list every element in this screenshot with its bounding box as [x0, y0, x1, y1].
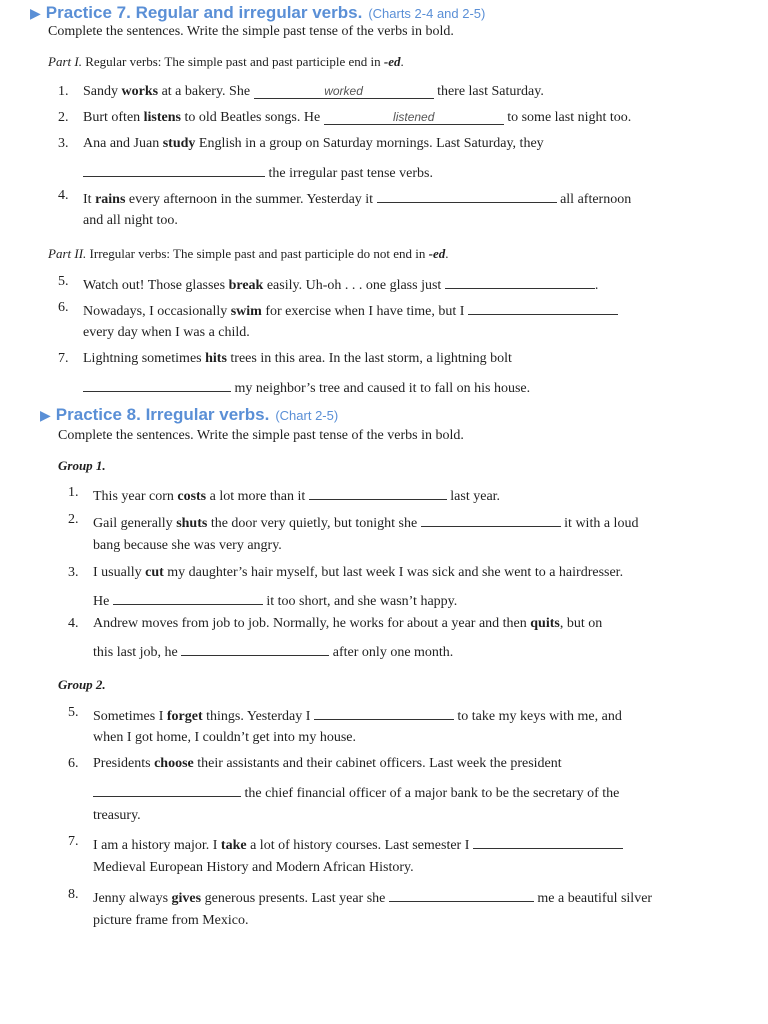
p8-item-3-text-d: it too short, and she wasn’t happy.	[262, 594, 458, 609]
practice-7-chart-ref: (Charts 2-4 and 2-5)	[368, 6, 486, 21]
part-2-label: Part II.	[48, 246, 87, 261]
p7-item-7-text-b: trees in this area. In the last storm, a lightning bolt	[226, 351, 512, 366]
p8-item-8-verb: gives	[171, 891, 202, 906]
p7-item-1	[83, 84, 544, 100]
p7-item-2-verb: listens	[143, 110, 181, 125]
p8-item-3-text-c: He	[93, 594, 113, 609]
p8-item-7-answer-blank[interactable]	[473, 834, 623, 849]
p8-item-8-text-b: generous presents. Last year she	[201, 891, 389, 906]
p8-item-4-answer-blank[interactable]	[181, 641, 329, 656]
p8-item-2-verb: shuts	[176, 516, 208, 531]
p8-item-8-text-c: me a beautiful silver	[533, 891, 653, 906]
group-1-heading: Group 1.	[58, 458, 106, 473]
p8-item-8-line-2: picture frame from Mexico.	[93, 913, 249, 928]
p7-item-6-text-b: for exercise when I have time, but I	[261, 304, 468, 319]
p7-item-6-verb: swim	[230, 304, 262, 319]
p8-item-8-answer-blank[interactable]	[389, 887, 534, 902]
p7-item-7-line-1	[83, 351, 512, 367]
p7-item-6-number: 6.	[58, 300, 69, 315]
p8-item-5-number: 5.	[68, 705, 79, 720]
p7-item-4-verb: rains	[95, 192, 126, 207]
p7-item-1-number: 1.	[58, 84, 69, 99]
p7-item-3-text-c: the irregular past tense verbs.	[265, 166, 433, 181]
p8-item-3-answer-blank[interactable]	[113, 590, 263, 605]
p7-item-2-text-b: to old Beatles songs. He	[181, 110, 324, 125]
p8-item-3-number: 3.	[68, 565, 79, 580]
p7-item-2-number: 2.	[58, 110, 69, 125]
p7-item-6-answer-blank[interactable]	[468, 300, 618, 315]
p7-item-5-text-c: .	[594, 278, 599, 293]
p7-item-1-answer-blank[interactable]: worked	[254, 84, 434, 99]
p8-item-6-text-b: their assistants and their cabinet officers. Last week the president	[193, 756, 562, 771]
p8-item-4-text-a: Andrew moves from job to job. Normally, he works for about a year and then	[93, 616, 531, 631]
p8-item-3-line-2	[93, 590, 457, 610]
p7-item-4-line-1	[83, 188, 631, 208]
p8-item-6-number: 6.	[68, 756, 79, 771]
p7-item-5-text-a: Watch out! Those glasses	[83, 278, 229, 293]
p8-item-5-text-a: Sometimes I	[93, 709, 167, 724]
p8-item-4-line-1	[93, 616, 602, 632]
part-2-ed: -ed	[428, 246, 446, 261]
p8-item-6-line-1	[93, 756, 562, 772]
p7-item-5	[83, 274, 598, 294]
p7-item-2-answer-blank[interactable]: listened	[324, 110, 504, 125]
p8-item-4-text-d: after only one month.	[329, 645, 454, 660]
p7-item-3-number: 3.	[58, 136, 69, 151]
practice-7-heading	[30, 3, 485, 23]
p8-item-3-verb: cut	[145, 565, 164, 580]
p7-item-4-text-b: every afternoon in the summer. Yesterday it	[125, 192, 377, 207]
part-1-ed: -ed	[383, 54, 401, 69]
p8-item-7-number: 7.	[68, 834, 79, 849]
p7-item-7-line-2	[83, 377, 530, 397]
p8-item-7-line-2: Medieval European History and Modern African History.	[93, 860, 414, 875]
p8-item-5-verb: forget	[166, 709, 203, 724]
practice-7-instructions: Complete the sentences. Write the simple past tense of the verbs in bold.	[48, 24, 454, 39]
p7-item-1-text-c: there last Saturday.	[433, 84, 544, 99]
p8-item-6-answer-blank[interactable]	[93, 782, 241, 797]
triangle-bullet-icon: ▶	[40, 407, 51, 423]
p8-item-3-line-1	[93, 565, 623, 581]
p8-item-1-answer-blank[interactable]	[309, 485, 447, 500]
p7-item-6-line-1	[83, 300, 618, 320]
p8-item-5-answer-blank[interactable]	[314, 705, 454, 720]
p8-item-8-text-a: Jenny always	[93, 891, 172, 906]
p8-item-4-text-c: this last job, he	[93, 645, 182, 660]
p8-item-1	[93, 485, 500, 505]
group-2-heading: Group 2.	[58, 677, 106, 692]
part-2-heading	[48, 246, 449, 262]
p7-item-3-line-1	[83, 136, 544, 152]
p8-item-5-line-1	[93, 705, 622, 725]
p7-item-1-verb: works	[121, 84, 159, 99]
p8-item-3-text-b: my daughter’s hair myself, but last week I was sick and she went to a hairdresser.	[163, 565, 624, 580]
part-1-dot: .	[400, 54, 404, 69]
p7-item-1-text-b: at a bakery. She	[158, 84, 254, 99]
p8-item-5-text-b: things. Yesterday I	[202, 709, 314, 724]
p8-item-1-text-b: a lot more than it	[206, 489, 309, 504]
p7-item-5-verb: break	[228, 278, 264, 293]
p8-item-8-line-1	[93, 887, 652, 907]
p8-item-2-text-c: it with a loud	[560, 516, 639, 531]
p7-item-7-number: 7.	[58, 351, 69, 366]
p7-item-3-answer-blank[interactable]	[83, 162, 265, 177]
p8-item-2-line-1	[93, 512, 638, 532]
p8-item-6-line-2	[93, 782, 619, 802]
p8-item-3-text-a: I usually	[93, 565, 146, 580]
p7-item-4-text-a: It	[83, 192, 96, 207]
p7-item-1-text-a: Sandy	[83, 84, 122, 99]
p7-item-5-answer-blank[interactable]	[445, 274, 595, 289]
p8-item-7-line-1	[93, 834, 623, 854]
p7-item-5-text-b: easily. Uh-oh . . . one glass just	[263, 278, 445, 293]
part-1-text: Regular verbs: The simple past and past participle end in	[85, 54, 384, 69]
p8-item-6-text-a: Presidents	[93, 756, 155, 771]
p7-item-6-text-a: Nowadays, I occasionally	[83, 304, 231, 319]
p7-item-4-number: 4.	[58, 188, 69, 203]
p7-item-4-line-2: and all night too.	[83, 213, 178, 228]
p8-item-4-line-2	[93, 641, 453, 661]
part-2-text: Irregular verbs: The simple past and past participle do not end in	[89, 246, 429, 261]
p8-item-1-text-a: This year corn	[93, 489, 178, 504]
p7-item-4-answer-blank[interactable]	[377, 188, 557, 203]
p8-item-8-number: 8.	[68, 887, 79, 902]
practice-8-instructions: Complete the sentences. Write the simple past tense of the verbs in bold.	[58, 428, 464, 443]
p8-item-2-line-2: bang because she was very angry.	[93, 538, 282, 553]
practice-7-title: Practice 7. Regular and irregular verbs.	[45, 3, 363, 22]
p8-item-6-line-3: treasury.	[93, 808, 141, 823]
p8-item-2-text-b: the door very quietly, but tonight she	[207, 516, 421, 531]
p8-item-5-line-2: when I got home, I couldn’t get into my house.	[93, 730, 356, 745]
p8-item-4-verb: quits	[530, 616, 560, 631]
practice-8-title: Practice 8. Irregular verbs.	[55, 405, 270, 424]
p7-item-2-text-a: Burt often	[83, 110, 144, 125]
p7-item-7-verb: hits	[205, 351, 227, 366]
part-2-dot: .	[445, 246, 449, 261]
p8-item-6-verb: choose	[154, 756, 194, 771]
p8-item-4-text-b: , but on	[559, 616, 603, 631]
p8-item-2-text-a: Gail generally	[93, 516, 177, 531]
part-1-label: Part I.	[48, 54, 82, 69]
p8-item-1-text-c: last year.	[446, 489, 501, 504]
p8-item-5-text-c: to take my keys with me, and	[453, 709, 622, 724]
p7-item-3-line-2	[83, 162, 433, 182]
p8-item-2-answer-blank[interactable]	[421, 512, 561, 527]
practice-8-chart-ref: (Chart 2-5)	[275, 408, 339, 423]
p7-item-6-line-2: every day when I was a child.	[83, 325, 250, 340]
p7-item-2-text-c: to some last night too.	[503, 110, 632, 125]
p7-item-5-number: 5.	[58, 274, 69, 289]
p7-item-3-verb: study	[162, 136, 196, 151]
p7-item-4-text-c: all afternoon	[556, 192, 632, 207]
p8-item-1-verb: costs	[177, 489, 207, 504]
p7-item-3-text-b: English in a group on Saturday mornings. Last Saturday, they	[195, 136, 544, 151]
p7-item-3-text-a: Ana and Juan	[83, 136, 163, 151]
p8-item-6-text-c: the chief financial officer of a major bank to be the secretary of the	[241, 786, 620, 801]
p8-item-1-number: 1.	[68, 485, 79, 500]
p8-item-7-verb: take	[220, 838, 247, 853]
p7-item-7-answer-blank[interactable]	[83, 377, 231, 392]
part-1-heading	[48, 54, 404, 70]
p8-item-4-number: 4.	[68, 616, 79, 631]
triangle-bullet-icon: ▶	[30, 5, 41, 21]
p8-item-2-number: 2.	[68, 512, 79, 527]
p7-item-2	[83, 110, 631, 126]
practice-8-heading	[40, 405, 338, 425]
p7-item-7-text-c: my neighbor’s tree and caused it to fall on his house.	[231, 381, 531, 396]
p8-item-7-text-b: a lot of history courses. Last semester I	[246, 838, 473, 853]
p7-item-7-text-a: Lightning sometimes	[83, 351, 206, 366]
p8-item-7-text-a: I am a history major. I	[93, 838, 221, 853]
